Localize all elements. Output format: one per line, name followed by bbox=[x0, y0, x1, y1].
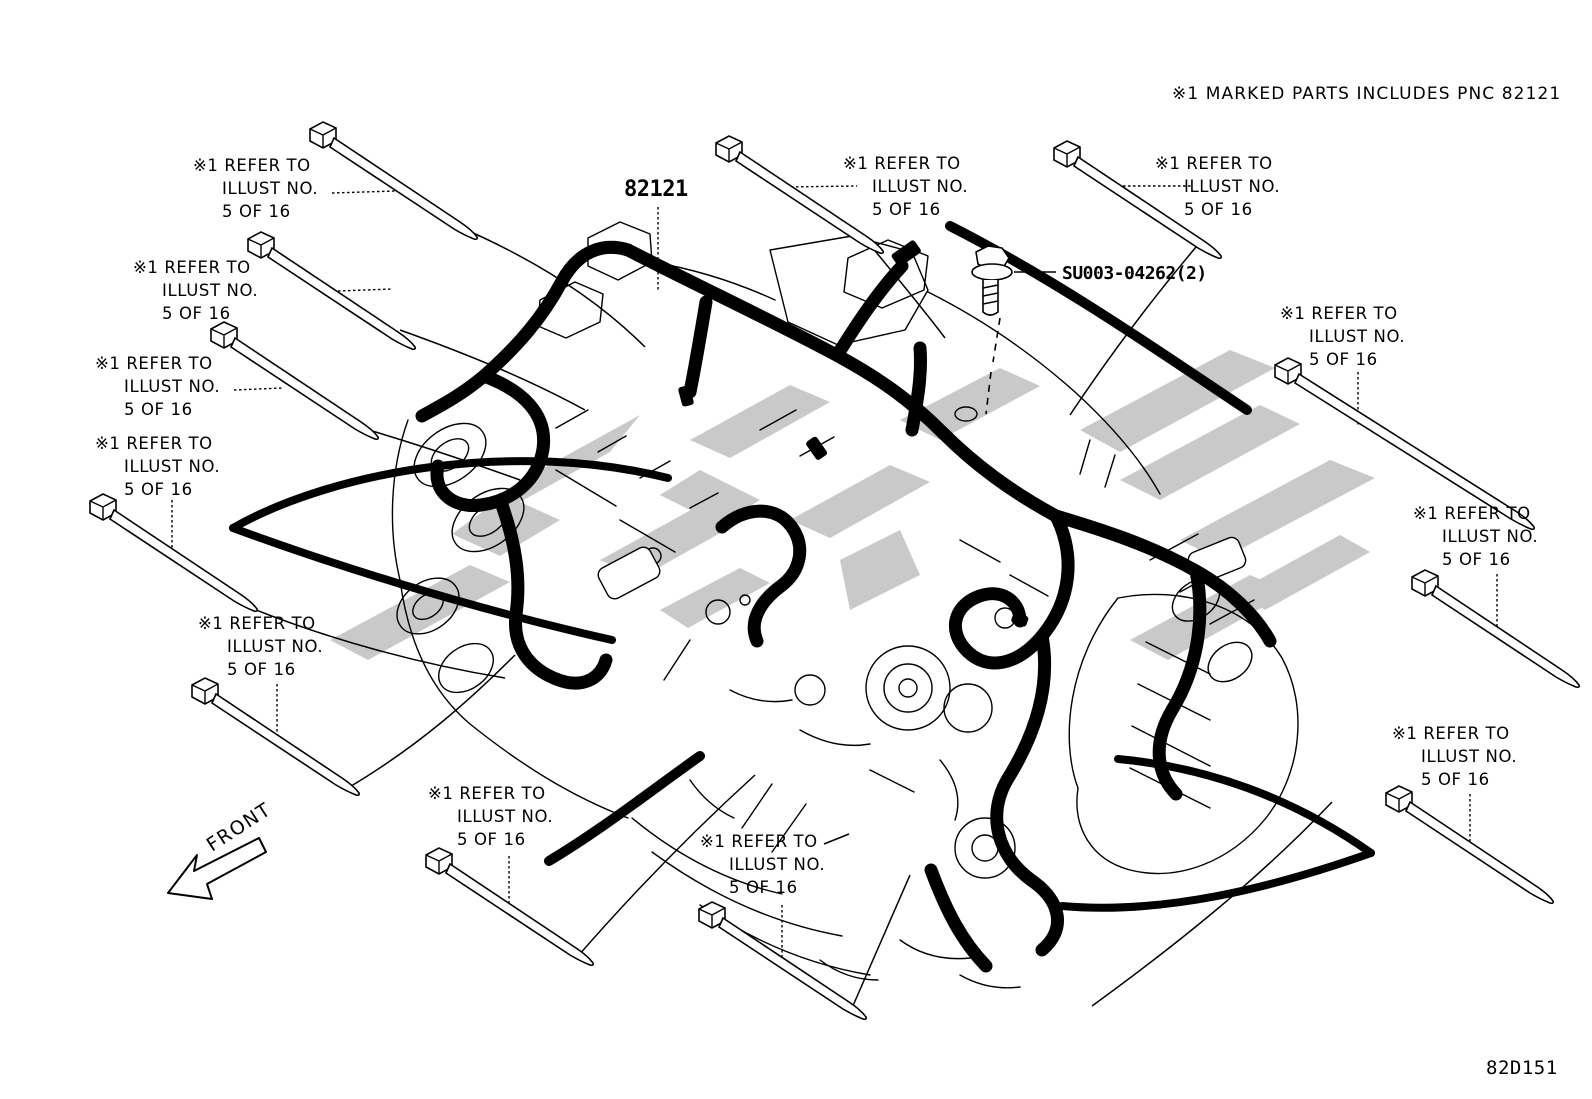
diagram-code: 82D151 bbox=[1486, 1057, 1558, 1079]
callout-line: 5 OF 16 bbox=[1309, 350, 1378, 369]
cable-tie-icon bbox=[426, 848, 593, 965]
callout-refer-to-illust bbox=[95, 352, 220, 421]
cable-tie-icon bbox=[248, 232, 415, 349]
callout-refer-to-illust bbox=[428, 782, 553, 851]
callout-refer-to-illust bbox=[1155, 152, 1280, 221]
callout-line: 5 OF 16 bbox=[222, 202, 291, 221]
callout-line: ※1 REFER TO bbox=[1280, 304, 1398, 323]
callout-line: 5 OF 16 bbox=[729, 878, 798, 897]
cable-tie-icon bbox=[699, 902, 866, 1019]
callout-line: ILLUST NO. bbox=[729, 855, 826, 874]
callout-line: ILLUST NO. bbox=[124, 377, 221, 396]
callout-line: ILLUST NO. bbox=[1442, 527, 1539, 546]
cable-tie-icon bbox=[310, 122, 477, 239]
callout-line: ILLUST NO. bbox=[1309, 327, 1406, 346]
callout-line: ILLUST NO. bbox=[457, 807, 554, 826]
callout-line: ※1 REFER TO bbox=[1155, 154, 1273, 173]
callout-line: ※1 REFER TO bbox=[95, 434, 213, 453]
callout-line: ※1 REFER TO bbox=[198, 614, 316, 633]
callout-line: ILLUST NO. bbox=[222, 179, 319, 198]
callout-line: ILLUST NO. bbox=[1184, 177, 1281, 196]
callout-refer-to-illust bbox=[1413, 502, 1538, 571]
callout-line: ILLUST NO. bbox=[1421, 747, 1518, 766]
cable-tie-icon bbox=[1412, 570, 1579, 687]
callout-line: ※1 REFER TO bbox=[133, 258, 251, 277]
callout-line: 5 OF 16 bbox=[1421, 770, 1490, 789]
callout-refer-to-illust bbox=[1392, 722, 1517, 791]
front-arrow-icon bbox=[168, 798, 275, 899]
callout-refer-to-illust bbox=[843, 152, 968, 221]
callout-line: ILLUST NO. bbox=[162, 281, 259, 300]
harness-part-number-label: 82121 bbox=[624, 177, 688, 202]
callout-line: ※1 REFER TO bbox=[700, 832, 818, 851]
callout-line: 5 OF 16 bbox=[124, 480, 193, 499]
callout-line: ILLUST NO. bbox=[124, 457, 221, 476]
callout-line: ※1 REFER TO bbox=[428, 784, 546, 803]
cable-tie-icon bbox=[192, 678, 359, 795]
marked-parts-note: ※1 MARKED PARTS INCLUDES PNC 82121 bbox=[1172, 84, 1562, 104]
callout-line: ※1 REFER TO bbox=[193, 156, 311, 175]
wiring-harness bbox=[422, 226, 1270, 966]
callout-line: ※1 REFER TO bbox=[95, 354, 213, 373]
callout-line: 5 OF 16 bbox=[872, 200, 941, 219]
callout-line: 5 OF 16 bbox=[227, 660, 296, 679]
callout-refer-to-illust bbox=[700, 830, 825, 899]
bolt-part-number-label: SU003-04262(2) bbox=[1062, 263, 1207, 284]
cable-tie-icon bbox=[1386, 786, 1553, 903]
callout-refer-to-illust bbox=[193, 154, 318, 223]
callout-line: ILLUST NO. bbox=[227, 637, 324, 656]
callout-line: ※1 REFER TO bbox=[1413, 504, 1531, 523]
callout-refer-to-illust bbox=[198, 612, 323, 681]
callout-refer-to-illust bbox=[95, 432, 220, 501]
callout-line: ※1 REFER TO bbox=[1392, 724, 1510, 743]
callout-line: ILLUST NO. bbox=[872, 177, 969, 196]
callout-line: 5 OF 16 bbox=[457, 830, 526, 849]
callout-line: 5 OF 16 bbox=[124, 400, 193, 419]
callout-line: ※1 REFER TO bbox=[843, 154, 961, 173]
cable-tie-icon bbox=[90, 494, 257, 611]
callout-refer-to-illust bbox=[1280, 302, 1405, 371]
callout-line: 5 OF 16 bbox=[162, 304, 231, 323]
callout-refer-to-illust bbox=[133, 256, 258, 325]
cable-tie-icon bbox=[211, 322, 378, 439]
callout-line: 5 OF 16 bbox=[1184, 200, 1253, 219]
front-label: FRONT bbox=[202, 798, 276, 857]
callout-line: 5 OF 16 bbox=[1442, 550, 1511, 569]
